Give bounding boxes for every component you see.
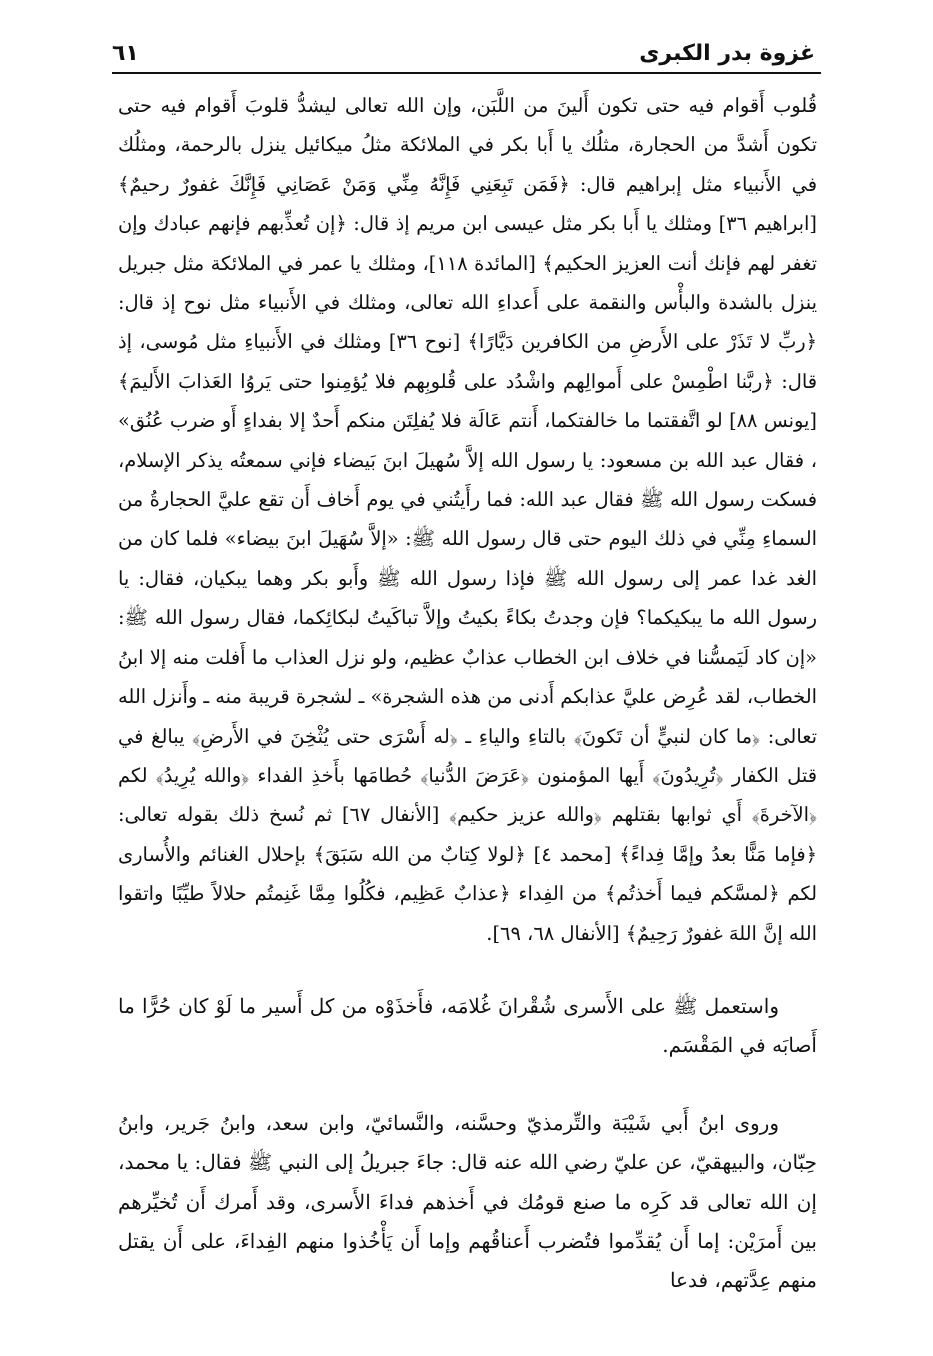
running-title: غزوة بدر الكبرى: [639, 41, 815, 66]
body-text: [118, 86, 817, 1301]
paragraph: قُلوب أَقوام فيه حتى تكون أَلينَ من اللَّبَن، وإن الله تعالى ليشدُّ قلوبَ أَقوام فيه حتى تكون أَشدَّ من الحجارة، مثلُك يا أَبا بكر في الملائكة مثلُ ميكائيل ينزل بالرحمة، ومثلُك في الأَنبياء مثل إبراهيم قال: ﴿فَمَن تَبِعَنِي فَإِنَّهُ مِنِّي وَمَنْ عَصَانِي فَإِنَّكَ غفورٌ رحيمٌ﴾ [ابراهيم ٣٦] ومثلك يا أَبا بكر مثل عيسى ابن مريم إذ قال: ﴿إن تُعذِّبهم فإنهم عبادك وإن تغفر لهم فإنك أنت العزيز الحكيم﴾ [المائدة ١١٨]، ومثلك يا عمر في الملائكة مثل جبريل ينزل بالشدة والبأْس والنقمة على أَعداءِ الله تعالى، ومثلك في الأَنبياء مثل نوح إذ قال: ﴿ربِّ لا تَذَرْ على الأَرضِ من الكافرين دَيَّارًا﴾ [نوح ٣٦] ومثلك في الأَنبياءِ مثل مُوسى، إذ قال: ﴿ربَّنا اطْمِسْ على أَموالِهم واشْدُد على قُلوبِهم فلا يُؤمِنوا حتى يَروُا العَذابَ الأَليمَ﴾ [يونس ٨٨] لو اتَّفقتما ما خالفتكما، أَنتم عَالَة فلا يُفلِتَن منكم أَحدٌ إلا بفداءٍ أَو ضرب عُنُق» ، فقال عبد الله بن مسعود: يا رسول الله إلاَّ سُهيلَ ابنَ بَيضاء فإني سمعتُه يذكر الإسلام، فسكت رسول الله ﷺ فقال عبد الله: فما رأَيتُني في يوم أَخاف أَن تقع عليَّ الحجارةُ من السماءِ مِنِّي في ذلك اليوم حتى قال رسول الله ﷺ: «إلاَّ سُهَيلَ ابنَ بيضاء» فلما كان من الغد غدا عمر إلى رسول الله ﷺ فإذا رسول الله ﷺ وأَبو بكر وهما يبكيان، فقال: يا رسول الله ما يبكيكما؟ فإن وجدتُ بكاءً بكيتُ وإلاَّ تباكَيتُ لبكائِكما، فقال رسول الله ﷺ: «إن كاد لَيَمسُّنا في خلاف ابن الخطاب عذابٌ عظيم، ولو نزل العذاب ما أَفلت منه إلا ابنُ الخطاب، لقد عُرِض عليَّ عذابكم أَدنى من هذه الشجرة» ـ لشجرة قريبة منه ـ وأَنزل الله تعالى: ﴿ما كان لنبيٍّ أن تَكونَ﴾ بالتاءِ والياءِ ـ ﴿له أَسْرَى حتى يُثْخِنَ في الأَرضِ﴾ يبالغ في قتل الكفار ﴿تُرِيدُونَ﴾ أَيها المؤمنون ﴿عَرَضَ الدُّنيا﴾ حُطامَها بأَخذِ الفداء ﴿والله يُرِيدُ﴾ لكم ﴿الآخرةَ﴾ أَي ثوابها بقتلهم ﴿والله عزيز حكيم﴾ [الأنفال ٦٧] ثم نُسخ ذلك بقوله تعالى: ﴿فإما مَنًّا بعدُ وإمَّا فِداءً﴾ [محمد ٤] ﴿لولا كِتابٌ من الله سَبَقَ﴾ بإحلال الغنائم والأُسارى لكم ﴿لمسَّكم فيما أَخذتُم﴾ من الفِداء ﴿عذابٌ عَظِيم، فكُلُوا مِمَّا غَنِمتُم حلالاً طيِّبًا واتقوا الله إنَّ اللهَ غفورٌ رَحِيمٌ﴾ [الأنفال ٦٨، ٦٩].: [118, 94, 818, 945]
header-rule: [112, 72, 821, 74]
paragraph: واستعمل ﷺ على الأَسرى شُقْرانَ غُلامَه، فأَخذَوْه من كل أَسير ما لَوْ كان حُرًّا ما أَصابَه في المَقْسَم.: [118, 993, 817, 1058]
paragraph: وروى ابنُ أَبي شَيْبَة والتِّرمذيّ وحسَّنه، والنَّسائيّ، وابن سعد، وابنُ جَرير، وابنُ حِبّان، والبيهقيّ، عن عليّ رضي الله عنه قال: جاءَ جبريلُ إلى النبي ﷺ فقال: يا محمد، إن الله تعالى قد كَرِه ما صنع قومُك في أَخذهم فداءَ الأَسرى، وقد أَمرك أَن تُخيِّرهم بين أَمرَيْن: إما أَن يُقدِّموا فتُضرب أَعناقُهم وإما أَن يَأْخُذوا منهم الفِداءَ، على أَن يقتل منهم عِدَّتهم، فدعا: [118, 1110, 817, 1293]
running-header: [112, 30, 815, 70]
page-number: ٦١: [112, 41, 139, 66]
